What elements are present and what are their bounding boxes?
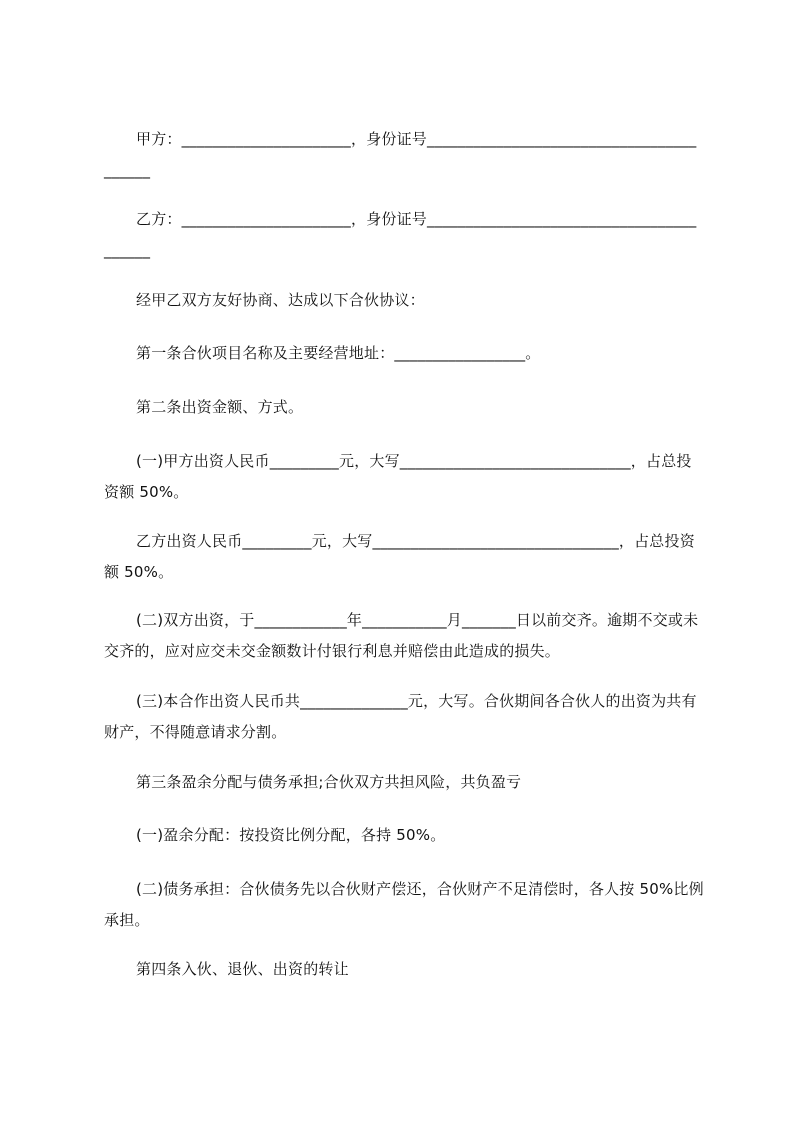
intro-paragraph: 经甲乙双方友好协商、达成以下合伙协议：: [136, 291, 425, 309]
party-b-line: 乙方：______________________，身份证号_________________________________________: [104, 210, 697, 259]
article-2-clause-2: (二)双方出资，于____________年___________月_______日以前交齐。逾期不交或未交齐的，应对应交未交金额数计付银行利息并赔偿由此造成的损失。: [104, 611, 699, 660]
article-2-clause-1b: 乙方出资人民币_________元，大写________________________________，占总投资额 50%。: [104, 532, 695, 581]
party-a-line: 甲方：______________________，身份证号_________________________________________: [104, 130, 697, 179]
article-3-clause-1: (一)盈余分配：按投资比例分配，各持 50%。: [136, 826, 446, 844]
article-2-heading: 第二条出资金额、方式。: [136, 398, 304, 416]
article-3-heading: 第三条盈余分配与债务承担;合伙双方共担风险，共负盈亏: [136, 773, 522, 791]
article-3-clause-2: (二)债务承担：合伙债务先以合伙财产偿还，合伙财产不足清偿时，各人按 50%比例承担。: [104, 880, 704, 929]
article-2-clause-1: (一)甲方出资人民币_________元，大写______________________________，占总投资额 50%。: [104, 452, 692, 501]
article-2-clause-3: (三)本合作出资人民币共______________元，大写。合伙期间各合伙人的出资为共有财产，不得随意请求分割。: [104, 692, 697, 741]
article-1-heading: 第一条合伙项目名称及主要经营地址：_________________。: [136, 344, 541, 362]
article-4-heading: 第四条入伙、退伙、出资的转让: [136, 960, 349, 978]
